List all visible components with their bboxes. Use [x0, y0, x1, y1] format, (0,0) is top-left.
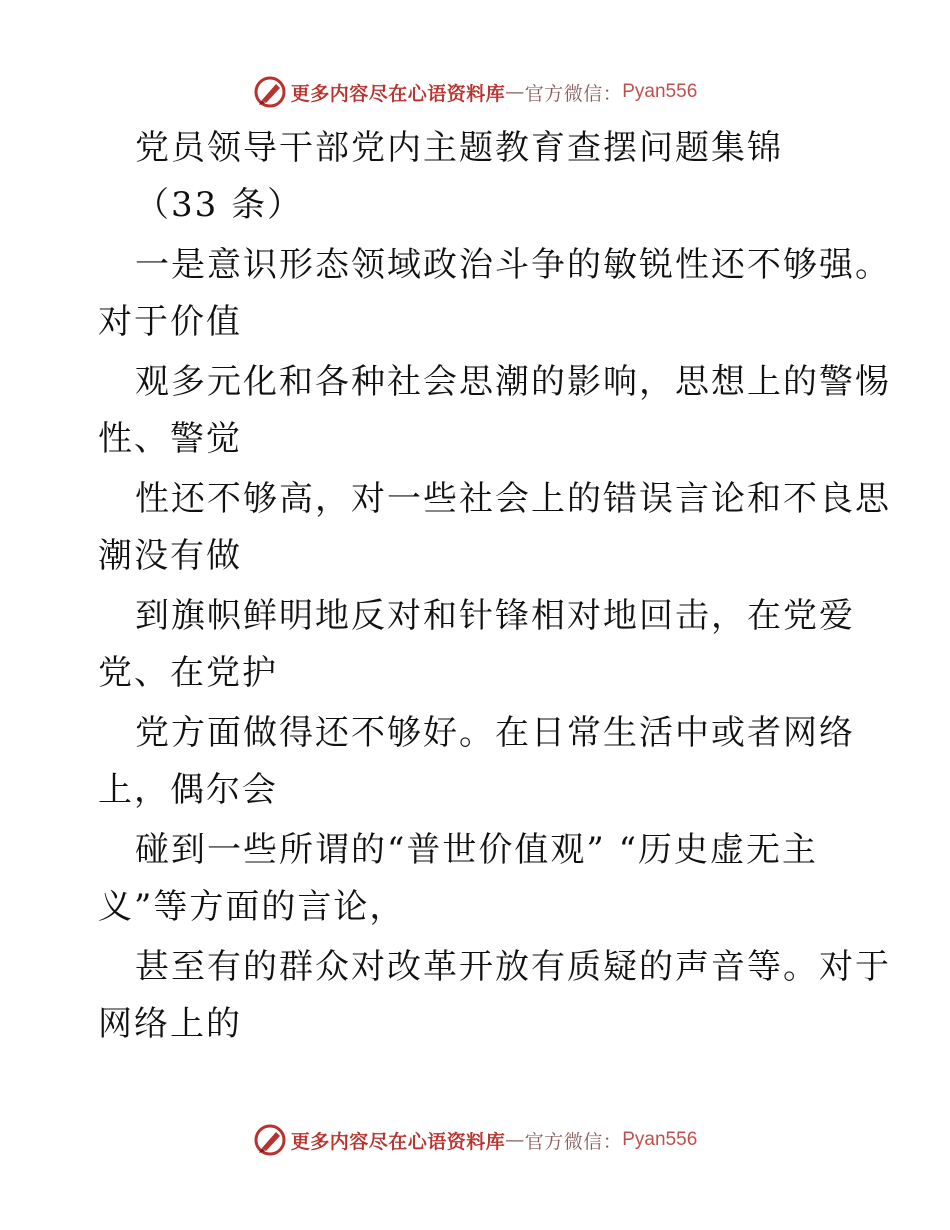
paragraph-line: 义”等方面的言论， — [98, 887, 406, 927]
paragraph-line: 到旗帜鲜明地反对和针锋相对地回击，在党爱 — [135, 596, 855, 636]
banner-wechat-id: Pyan556 — [622, 81, 698, 102]
banner-separator: — — [505, 1129, 525, 1151]
footer-banner — [0, 1120, 950, 1160]
paragraph-line: 党方面做得还不够好。在日常生活中或者网络 — [135, 713, 855, 753]
paragraph-line: 性还不够高，对一些社会上的错误言论和不良思 — [135, 479, 891, 519]
paragraph-line: 上，偶尔会 — [98, 770, 278, 810]
paragraph-line: 性、警觉 — [98, 419, 242, 459]
pen-logo-icon — [253, 75, 287, 109]
paragraph-line: 一是意识形态领域政治斗争的敏锐性还不够强。 — [135, 245, 891, 285]
header-banner — [0, 72, 950, 112]
banner-wechat-label: 官方微信： — [524, 1130, 623, 1153]
paragraph-line: 对于价值 — [98, 302, 242, 342]
banner-wechat-label: 官方微信： — [524, 82, 623, 105]
banner-main-text: 更多内容尽在心语资料库 — [290, 1130, 506, 1153]
banner-main-text: 更多内容尽在心语资料库 — [290, 82, 506, 105]
paragraph-line: 党、在党护 — [98, 653, 278, 693]
paragraph-line: 潮没有做 — [98, 536, 242, 576]
banner-separator: — — [505, 81, 525, 103]
document-title: 党员领导干部党内主题教育查摆问题集锦 — [135, 128, 783, 168]
document-subtitle: （33 条） — [135, 185, 304, 225]
paragraph-line: 观多元化和各种社会思潮的影响，思想上的警惕 — [135, 362, 891, 402]
paragraph-line: 甚至有的群众对改革开放有质疑的声音等。对于 — [135, 947, 891, 987]
paragraph-line: 网络上的 — [98, 1004, 242, 1044]
pen-logo-icon — [253, 1123, 287, 1157]
paragraph-line: 碰到一些所谓的“普世价值观” “历史虚无主 — [135, 830, 818, 870]
banner-wechat-id: Pyan556 — [622, 1129, 698, 1150]
